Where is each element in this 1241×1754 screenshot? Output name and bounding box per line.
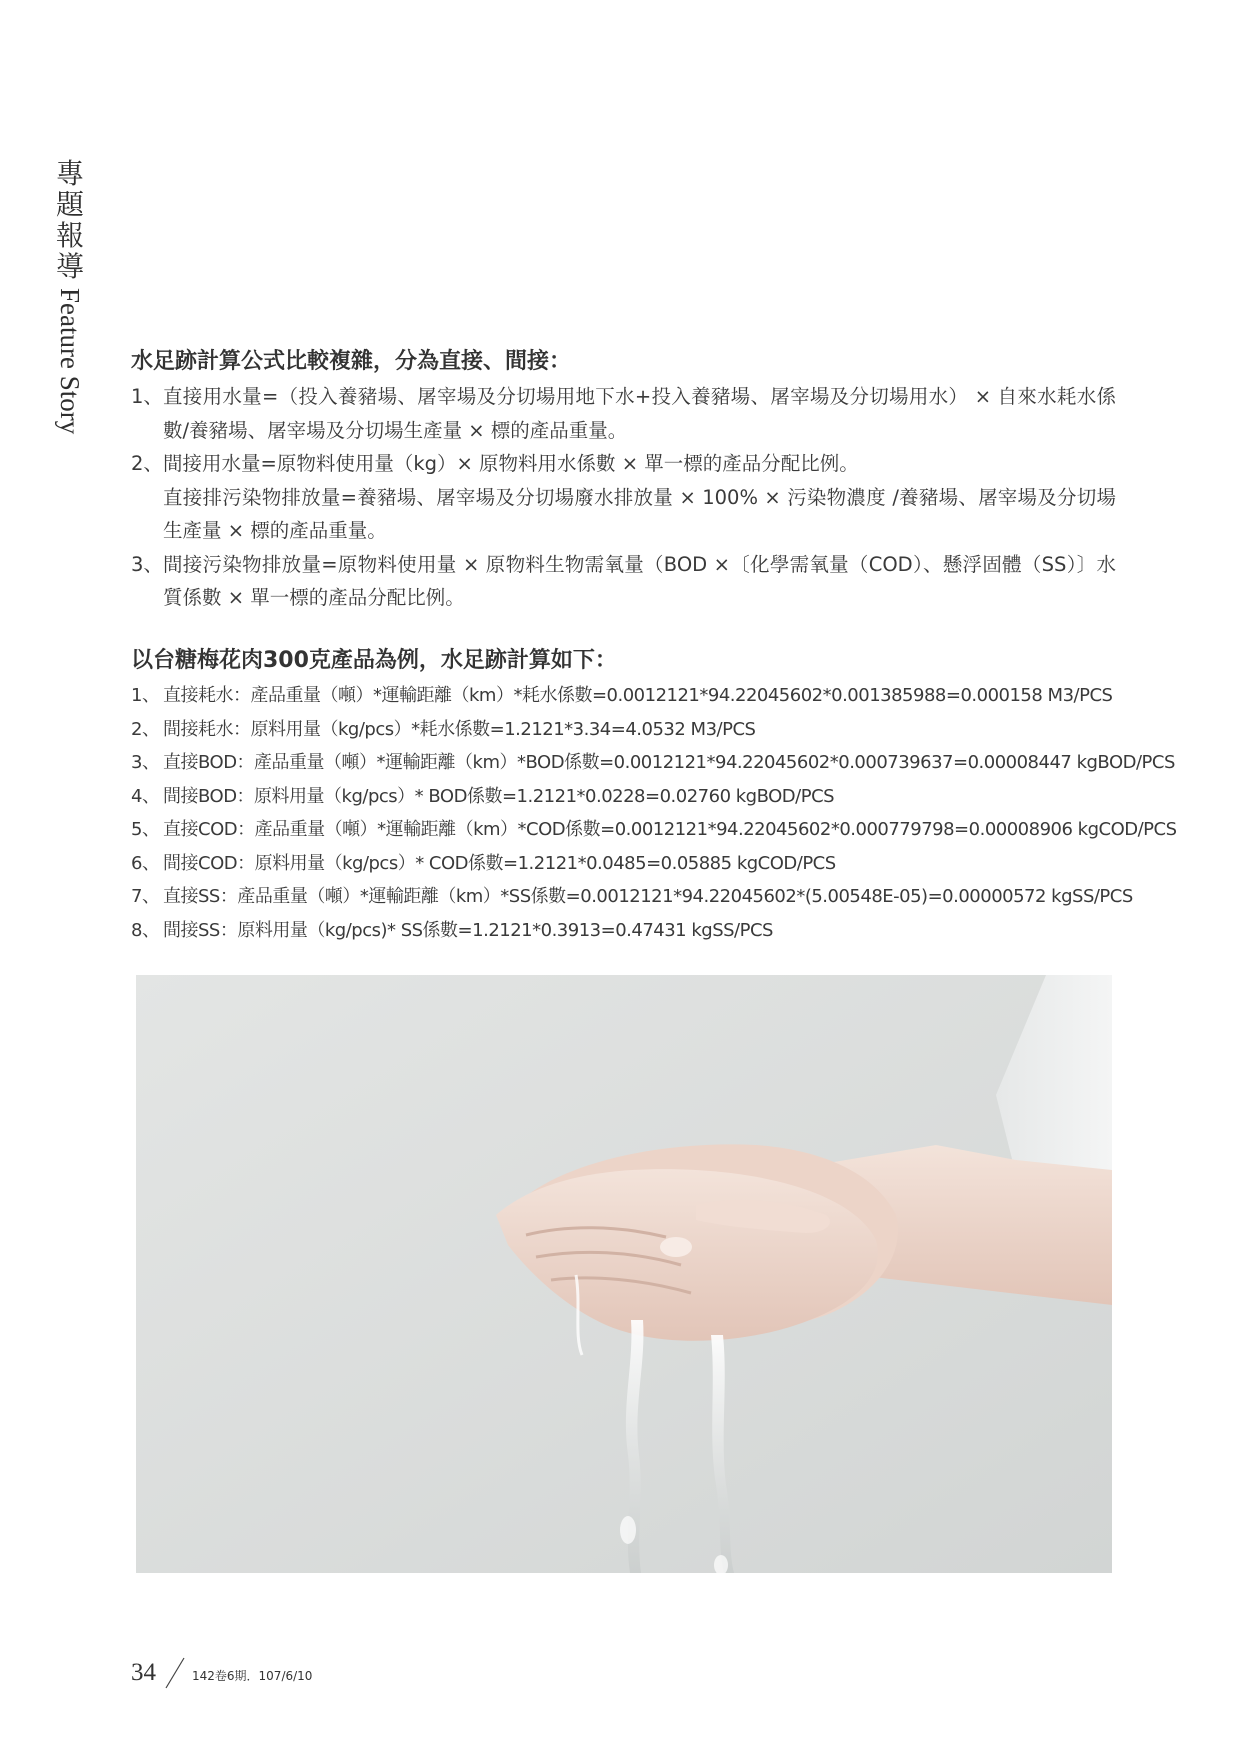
formula-item (131, 447, 1116, 481)
formula-item (131, 380, 1116, 447)
calc-item (131, 679, 1116, 713)
divider-slash-icon (164, 1656, 186, 1690)
item-text: 間接BOD：原料用量（kg/pcs）* BOD係數=1.2121*0.0228=0.02760 kgBOD/PCS (163, 785, 835, 807)
item-text: 直接用水量=（投入養豬場、屠宰場及分切場用地下水+投入養豬場、屠宰場及分切場用水） × 自來水耗水係數/養豬場、屠宰場及分切場生產量 × 標的產品重量。 (163, 385, 1116, 442)
item-text: 直接SS：產品重量（噸）*運輸距離（km）*SS係數=0.0012121*94.22045602*(5.00548E-05)=0.00000572 kgSS/PCS (163, 886, 1133, 907)
item-text: 間接SS：原料用量（kg/pcs)* SS係數=1.2121*0.3913=0.47431 kgSS/PCS (163, 919, 773, 941)
calc-item (131, 813, 1177, 847)
item-number: 2、 (131, 452, 163, 475)
issue-info: 142卷6期．107/6/10 (192, 1668, 313, 1683)
formula-item-continuation: 直接排污染物排放量=養豬場、屠宰場及分切場廢水排放量 × 100% × 污染物濃度 /養豬場、屠宰場及分切場生產量 × 標的產品重量。 (163, 485, 1116, 542)
side-label-char: 導 (55, 250, 84, 283)
example-heading: 以台糖梅花肉300克產品為例，水足跡計算如下： (131, 648, 617, 673)
item-text: 直接BOD：產品重量（噸）*運輸距離（km）*BOD係數=0.0012121*94.22045602*0.000739637=0.00008447 kgBOD/PCS (163, 752, 1175, 773)
item-text: 間接污染物排放量=原物料使用量 × 原物料生物需氧量（BOD ×〔化學需氧量（COD）、懸浮固體（SS）〕水質係數 × 單一標的產品分配比例。 (163, 552, 1116, 609)
item-number: 6、 (131, 852, 160, 874)
item-number: 5、 (131, 819, 160, 840)
example-section (131, 643, 1177, 947)
formula-item (131, 548, 1116, 615)
calc-item (131, 780, 1116, 814)
side-label-char: 題 (55, 188, 84, 221)
page-number: 34 (131, 1659, 156, 1686)
cupped-hands-water-photo (136, 975, 1112, 1573)
calc-item (131, 847, 1116, 881)
calc-item (131, 914, 1116, 948)
calc-item (131, 880, 1133, 914)
item-number: 4、 (131, 785, 160, 807)
item-text: 間接COD：原料用量（kg/pcs）* COD係數=1.2121*0.0485=0.05885 kgCOD/PCS (163, 852, 836, 874)
item-number: 3、 (131, 552, 163, 576)
item-number: 8、 (131, 919, 160, 941)
side-label-english: Feature Story (55, 288, 85, 435)
page-footer (131, 1655, 312, 1691)
item-number: 2、 (131, 718, 160, 740)
calc-item (131, 746, 1175, 780)
side-label-char: 專 (55, 157, 84, 190)
calc-item (131, 713, 1116, 747)
item-text: 直接耗水：產品重量（噸）*運輸距離（km）*耗水係數=0.0012121*94.22045602*0.001385988=0.000158 M3/PCS (163, 685, 1113, 706)
item-number: 1、 (131, 685, 160, 706)
formula-heading: 水足跡計算公式比較複雜，分為直接、間接： (131, 349, 572, 374)
section-side-label (50, 158, 90, 434)
item-text: 間接用水量=原物料使用量（kg）× 原物料用水係數 × 單一標的產品分配比例。 (163, 452, 859, 475)
formula-section (131, 344, 1116, 615)
side-label-char: 報 (55, 219, 84, 252)
item-number: 3、 (131, 752, 160, 773)
item-number: 1、 (131, 385, 163, 408)
item-number: 7、 (131, 886, 160, 907)
item-text: 間接耗水：原料用量（kg/pcs）*耗水係數=1.2121*3.34=4.0532 M3/PCS (163, 718, 756, 740)
item-text: 直接COD：產品重量（噸）*運輸距離（km）*COD係數=0.0012121*94.22045602*0.000779798=0.00008906 kgCOD/PCS (163, 819, 1177, 840)
